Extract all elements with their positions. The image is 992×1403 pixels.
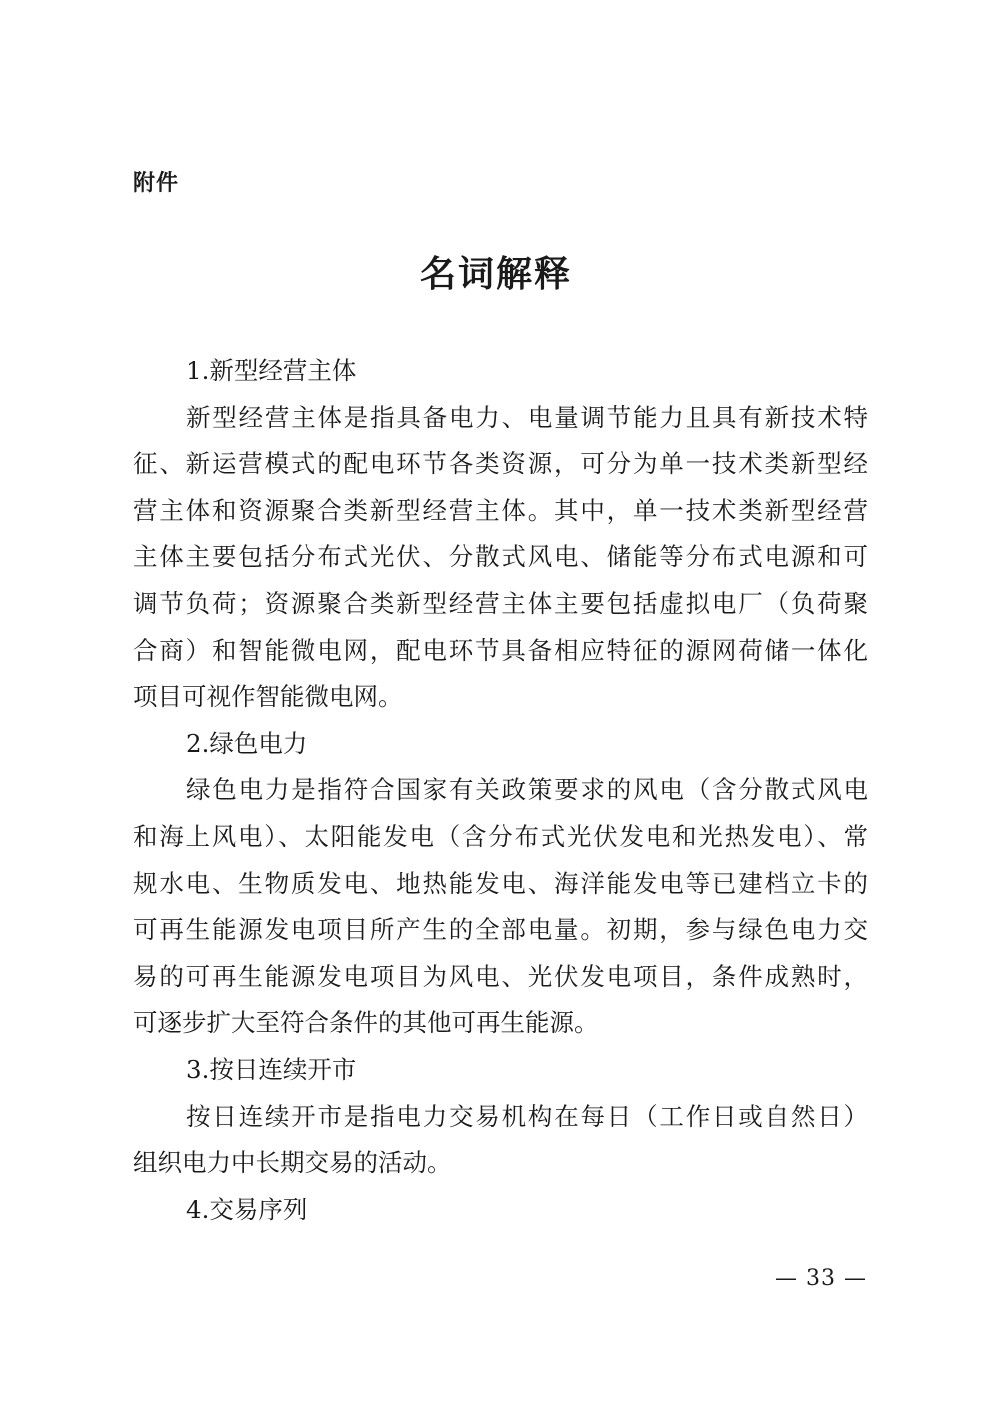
paragraph-line: 绿色电力是指符合国家有关政策要求的风电（含分散式风电: [186, 775, 868, 805]
document-body: [133, 348, 868, 1233]
section-heading: 3.按日连续开市: [186, 1054, 357, 1084]
paragraph-line: 规水电、生物质发电、地热能发电、海洋能发电等已建档立卡的: [133, 868, 868, 898]
paragraph-line: 组织电力中长期交易的活动。: [133, 1148, 452, 1178]
section-heading: 4.交易序列: [186, 1194, 308, 1224]
paragraph-line: 主体主要包括分布式光伏、分散式风电、储能等分布式电源和可: [133, 542, 868, 572]
paragraph-line: 新型经营主体是指具备电力、电量调节能力且具有新技术特: [186, 402, 868, 432]
paragraph-line: 可再生能源发电项目所产生的全部电量。初期，参与绿色电力交: [133, 915, 868, 945]
paragraph-line: 合商）和智能微电网，配电环节具备相应特征的源网荷储一体化: [133, 635, 868, 665]
paragraph-line: 易的可再生能源发电项目为风电、光伏发电项目，条件成熟时，: [133, 961, 868, 991]
attachment-label: 附件: [133, 171, 180, 196]
paragraph-line: 营主体和资源聚合类新型经营主体。其中，单一技术类新型经营: [133, 495, 868, 525]
paragraph-line: 可逐步扩大至符合条件的其他可再生能源。: [133, 1008, 599, 1038]
section-heading: 2.绿色电力: [186, 728, 308, 758]
section-heading: 1.新型经营主体: [186, 356, 357, 385]
document-title: 名词解释: [419, 254, 572, 295]
page-number: — 33 —: [775, 1266, 867, 1291]
paragraph-line: 和海上风电）、太阳能发电（含分布式光伏发电和光热发电）、常: [133, 821, 868, 851]
paragraph-line: 征、新运营模式的配电环节各类资源，可分为单一技术类新型经: [133, 449, 868, 479]
paragraph-line: 项目可视作智能微电网。: [133, 682, 403, 712]
paragraph-line: 按日连续开市是指电力交易机构在每日（工作日或自然日）: [186, 1101, 868, 1131]
paragraph-line: 调节负荷；资源聚合类新型经营主体主要包括虚拟电厂（负荷聚: [133, 588, 868, 618]
